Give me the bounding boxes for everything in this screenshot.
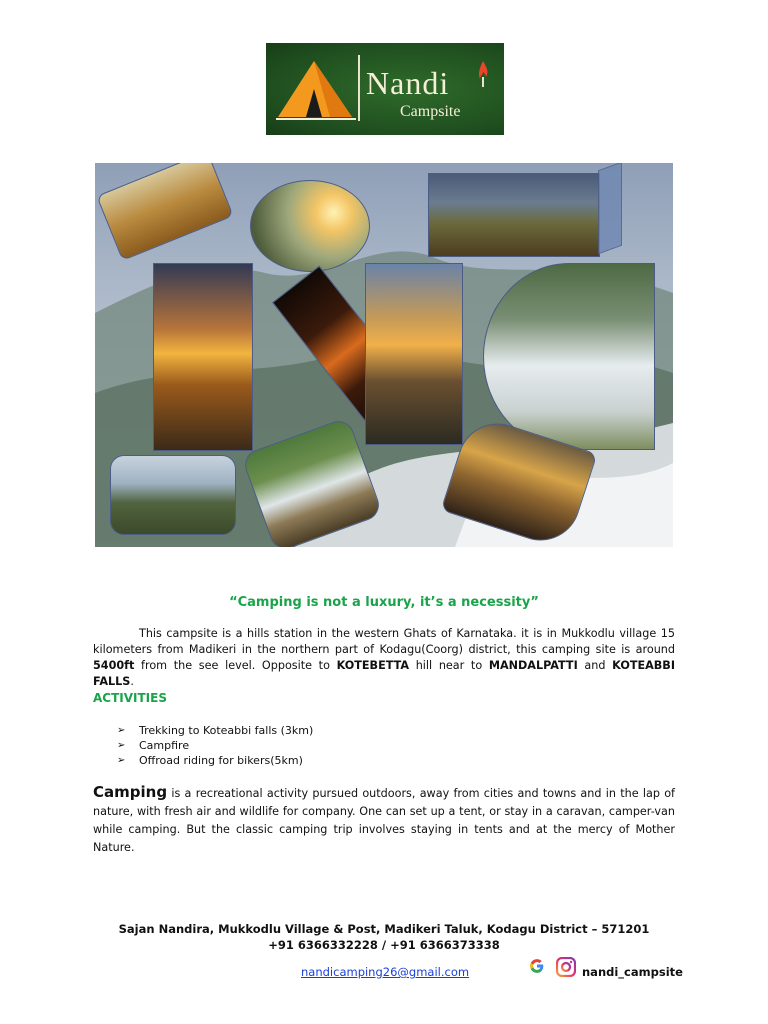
logo-name: Nandi (366, 65, 450, 101)
activity-label: Trekking to Koteabbi falls (3km) (139, 724, 314, 737)
intro-paragraph (93, 626, 675, 690)
activity-item (117, 738, 313, 753)
instagram-icon[interactable] (556, 957, 576, 977)
campsite-logo (266, 43, 504, 135)
activities-heading: ACTIVITIES (93, 691, 167, 705)
intro-text-5: . (130, 675, 134, 688)
camping-paragraph (93, 783, 675, 857)
intro-text-3: hill near to (409, 659, 489, 672)
collage-photo-sunset-jump (153, 263, 253, 451)
collage-photo-bikes-row (110, 455, 236, 535)
email-link[interactable]: nandicamping26@gmail.com (301, 965, 470, 979)
camping-lead: Camping (93, 783, 168, 801)
instagram-handle[interactable]: nandi_campsite (582, 965, 683, 979)
flame-icon (476, 61, 490, 87)
activity-item (117, 723, 313, 738)
collage-photo-tent-sunset (365, 263, 463, 445)
logo-subtitle: Campsite (400, 103, 461, 120)
collage-photo-bike-oval (250, 180, 370, 272)
activity-item (117, 753, 313, 768)
logo-divider (358, 55, 360, 121)
tent-icon (274, 53, 358, 125)
photo-collage (95, 163, 673, 547)
activities-list (117, 723, 313, 768)
arrow-bullet-icon: ➢ (117, 755, 126, 766)
intro-place: MANDALPATTI (488, 659, 578, 672)
contact-address: Sajan Nandira, Mukkodlu Village & Post, Madikeri Taluk, Kodagu District – 571201 (118, 922, 650, 936)
intro-hill: KOTEBETTA (336, 659, 410, 672)
contact-footer (0, 921, 768, 953)
activity-label: Campfire (139, 739, 190, 752)
intro-text-4: and (577, 659, 613, 672)
activity-label: Offroad riding for bikers(5km) (139, 754, 303, 767)
collage-photo-cloud-crescent (483, 263, 655, 450)
collage-photo-bikes-box (428, 173, 600, 257)
tagline-quote: “Camping is not a luxury, it’s a necessity” (229, 595, 539, 610)
intro-text-2: from the see level. Opposite to (134, 659, 337, 672)
collage-photo-box-side (598, 163, 622, 254)
intro-falls: KOTEABBI FALLS (93, 659, 675, 688)
intro-text-1: This campsite is a hills station in the western Ghats of Karnataka. it is in Mukkodlu village 15 kilometers from Madikeri in the northern part of Kodagu(Coorg) district, this camping site is around (93, 627, 675, 656)
arrow-bullet-icon: ➢ (117, 740, 126, 751)
google-icon[interactable] (528, 957, 546, 975)
contact-phones: +91 6366332228 / +91 6366373338 (268, 938, 500, 952)
camping-text: is a recreational activity pursued outdoors, away from cities and towns and in the lap of nature, with fresh air and wildlife for company. One can set up a tent, or stay in a caravan, camper-van while camping. But the classic camping trip involves staying in tents and at the mercy of Mother Nature. (93, 787, 675, 854)
arrow-bullet-icon: ➢ (117, 725, 126, 736)
intro-altitude: 5400ft (93, 659, 135, 672)
